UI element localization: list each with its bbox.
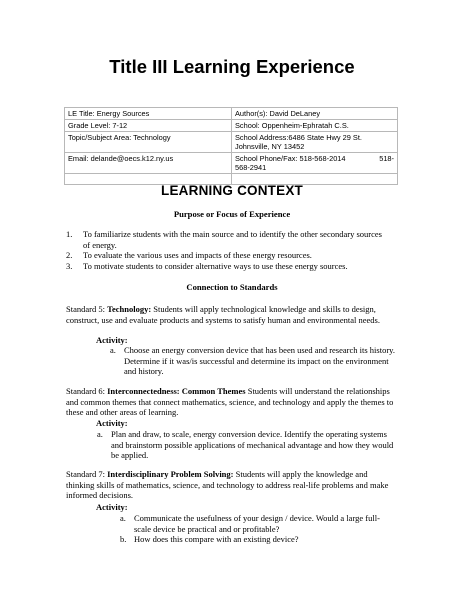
standard-6-activity-label: Activity: (96, 418, 128, 428)
phone-text-2: 518- (379, 154, 394, 163)
standard-7-activities (120, 513, 396, 545)
info-table (64, 107, 398, 185)
purpose-heading: Purpose or Focus of Experience (173, 209, 291, 219)
purpose-list (66, 229, 386, 271)
phone-text-3: 568-2941 (235, 163, 267, 172)
phone-text-1: School Phone/Fax: 518-568-2014 (235, 154, 346, 163)
standard-5-activity-label: Activity: (96, 335, 128, 345)
standard-6-activity (97, 429, 397, 461)
purpose-item: 2. To evaluate the various uses and impacts of these energy resources. (66, 250, 312, 261)
activity-item: a. Plan and draw, to scale, energy conversion device. Identify the operating systems and brainstorm possible applications of mechanical advantage and how they would be applied. (97, 429, 394, 461)
standard-7-activity-label: Activity: (96, 502, 128, 512)
document-title: Title III Learning Experience (109, 56, 355, 77)
standard-5-activity (110, 345, 400, 377)
standard-7-paragraph: Standard 7: Interdisciplinary Problem Solving: Students will apply the knowledge and thinking skills of mathematics, science, and technology to address real-life problems and make informed decisions. (66, 469, 389, 501)
activity-item: a. Choose an energy conversion device that has been used and research its history. Determine if it was/is successful and determine its impact on the environment and history. (110, 345, 395, 377)
authors-cell: Author(s): David DeLaney (232, 108, 398, 120)
email-cell (65, 153, 232, 174)
address-line-1: School Address:6486 State Hwy 29 St. (235, 133, 362, 142)
connection-heading: Connection to Standards (186, 282, 278, 292)
activity-item: b. How does this compare with an existing device? (120, 534, 299, 545)
grade-level-cell: Grade Level: 7-12 (65, 120, 232, 132)
standard-5-lead: Technology: (107, 304, 152, 314)
standard-5-paragraph: Standard 5: Technology: Students will apply technological knowledge and skills to design, construct, use and evaluate products and systems to satisfy human and environmental needs. (66, 304, 380, 325)
purpose-item: 1. To familiarize students with the main source and to identify the other secondary sources of energy. (66, 229, 382, 250)
subject-area-cell: Topic/Subject Area: Technology (65, 132, 232, 153)
school-phone-cell (232, 153, 398, 174)
school-address-cell (232, 132, 398, 153)
learning-context-heading: LEARNING CONTEXT (161, 183, 303, 198)
address-line-2: Johnsville, NY 13452 (235, 142, 305, 151)
le-title-cell: LE Title: Energy Sources (65, 108, 232, 120)
standard-7-lead: Interdisciplinary Problem Solving: (107, 469, 234, 479)
email-text: Email: delande@oecs.k12.ny.us (68, 154, 174, 163)
standard-6-lead: Interconnectedness: Common Themes (107, 386, 246, 396)
activity-item: a. Communicate the usefulness of your design / device. Would a large full-scale device be practical and or profitable? (120, 513, 380, 534)
school-cell: School: Oppenheim-Ephratah C.S. (232, 120, 398, 132)
purpose-item: 3. To motivate students to consider alternative ways to use these energy sources. (66, 260, 348, 271)
standard-6-paragraph: Standard 6: Interconnectedness: Common Themes Students will understand the relationships and common themes that connect mathematics, science, and technology and apply the themes to these and other areas of learning. (66, 386, 394, 418)
